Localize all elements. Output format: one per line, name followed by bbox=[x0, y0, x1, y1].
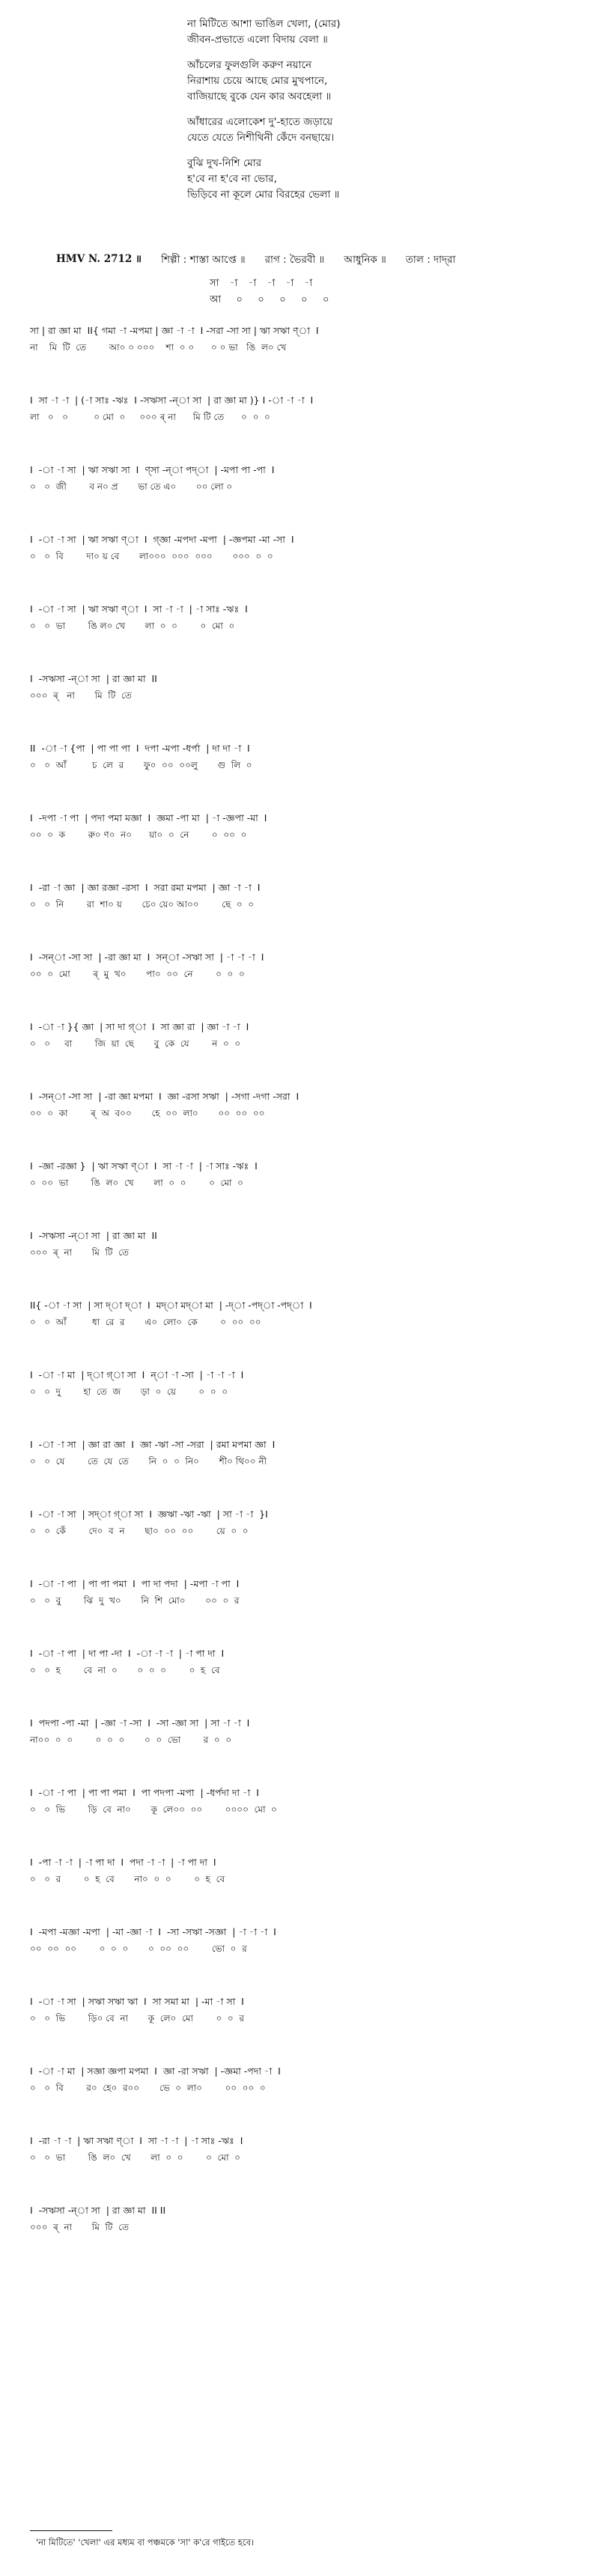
notation-block bbox=[30, 670, 584, 740]
lyrics-stanza-1 bbox=[187, 16, 502, 48]
notation-body bbox=[30, 322, 584, 2271]
notation-notes: I -া -া মা | সজ্ঞা জ্ঞপা মপমা I জ্ঞা -রা সঋা | -জ্ঞমা -পদা -া I bbox=[30, 2065, 281, 2077]
lyrics-line: না মিটিতে আশা ভাঙিল খেলা, (মোর) bbox=[187, 18, 341, 30]
notation-syllables: ০০ ০ ক রু০ ণ০ ন০ য়া০ ০ নে ০ ০০ ০ bbox=[30, 829, 247, 840]
notation-syllables: ০ ০ ভা ঙি ল০ খে লা ০ ০ ০ মো ০ bbox=[30, 2152, 240, 2163]
notation-notes: I সা -া -া | (-া সাঃ -ঋঃ I -সঋসা -ন্‌া সা | রা জ্ঞা মা )} I -া -া -া I bbox=[30, 395, 314, 406]
notation-syllables: ০০০ ৰ্‌ না মি টি তে bbox=[30, 1247, 129, 1258]
notation-block bbox=[30, 879, 584, 949]
notation-block bbox=[30, 1575, 584, 1645]
notation-block bbox=[30, 740, 584, 809]
notation-notes: I -া -া মা | দ্‌া গ্‌া সা I ন্‌া -া -সা | -া -া -া I bbox=[30, 1369, 244, 1380]
intro-notes: সা -া -া -া -া -া bbox=[210, 278, 314, 289]
lyrics-stanza-2 bbox=[187, 58, 502, 105]
lyrics-stanza-3 bbox=[187, 115, 502, 146]
genre-label: আধুনিক ॥ bbox=[344, 254, 386, 266]
notation-syllables: ০ ০ ভা ঙি ল০ খে লা ০ ০ ০ মো ০ bbox=[30, 621, 235, 631]
lyrics-stanza-4 bbox=[187, 156, 502, 203]
lyrics bbox=[187, 16, 502, 213]
notation-block bbox=[30, 949, 584, 1018]
notation-notes: সা | রা জ্ঞা মা II{ গমা -া -মপমা | জ্ঞা -া -া I -সরা -সা সা | ঋা সঋা ণ্‌া I bbox=[30, 325, 319, 336]
notation-syllables: ০ ০ বি র০ হে০ র০০ ভে ০ লা০ ০০ ০০ ০ bbox=[30, 2083, 266, 2093]
footnote: 'না মিটিতে' 'খেলা' এর মধ্যম বা পঞ্চমকে 'সা' ক'রে গাইতে হবে। bbox=[36, 2537, 255, 2548]
notation-block bbox=[30, 2202, 584, 2271]
lyrics-line: নিরাশায় চেয়ে আছে মোর মুখপানে, bbox=[187, 75, 328, 87]
intro-notation bbox=[210, 275, 330, 308]
notation-syllables: ০০ ০ মো ৰ্‌ মু খ০ পা০ ০০ নে ০ ০ ০ bbox=[30, 969, 245, 979]
lyrics-line: ভিড়িবে না কূলে মোর বিরহের ভেলা ॥ bbox=[187, 189, 340, 201]
notation-block bbox=[30, 1227, 584, 1297]
notation-notes: I -া -া সা | ঋা সঋা ণ্‌া I গ্‌জ্ঞা -মপদা -মপা | -জ্ঞপমা -মা -সা I bbox=[30, 534, 294, 545]
notation-block bbox=[30, 1018, 584, 1088]
notation-notes: I -রা -া -া | ঋা সঋা ণ্‌া I সা -া -া | -া সাঃ -ঋঃ I bbox=[30, 2135, 243, 2146]
notation-block bbox=[30, 600, 584, 670]
notation-block bbox=[30, 531, 584, 600]
notation-notes: I -সঋসা -ন্‌া সা | রা জ্ঞা মা II II bbox=[30, 2205, 166, 2216]
notation-syllables: ০ ০ বু ঝি দু খ০ নি শি মো০ ০০ ০ র bbox=[30, 1595, 240, 1606]
notation-notes: I -া -া সা | সদ্‌া গ্‌া সা I জ্ঞঋা -ঋা -ঋা | সা -া -া }I bbox=[30, 1508, 268, 1520]
notation-block bbox=[30, 1993, 584, 2062]
notation-block bbox=[30, 2132, 584, 2202]
notation-notes: I -া -া পা | পা পা পমা I পা দা পদা | -মপা -া পা I bbox=[30, 1578, 240, 1589]
notation-notes: II{ -া -া সা | সা দ্‌া দ্‌া I মদ্‌া মদ্‌া মা | -দ্‌া -পদ্‌া -পদ্‌া I bbox=[30, 1300, 312, 1311]
lyrics-line: হ'বে না হ'বে না ভোর, bbox=[187, 173, 277, 185]
notation-block bbox=[30, 1436, 584, 1505]
notation-syllables: না মি টি তে আ০ ০ ০০০ শা ০ ০ ০ ০ ভা ঙি ল০ খে bbox=[30, 342, 287, 353]
notation-syllables: ০ ০ ভি ড়ি বে না০ কূ লে০০ ০০ ০০০০ মো ০ bbox=[30, 1804, 277, 1815]
lyrics-line: জীবন-প্রভাতে এলো বিদায় বেলা ॥ bbox=[187, 34, 328, 46]
notation-block bbox=[30, 322, 584, 392]
notation-syllables: ০ ০ কেঁ দে০ ব ন ছা০ ০০ ০০ য়ে ০ ০ bbox=[30, 1526, 249, 1536]
intro-syllables: আ ০ ০ ০ ০ ০ bbox=[210, 294, 331, 305]
notation-syllables: ০ ০ র ০ হ বে না০ ০ ০ ০ হ বে bbox=[30, 1874, 225, 1884]
raga-name: রাগ : ভৈরবী ॥ bbox=[264, 254, 325, 266]
notation-notes: I -া -া সা | ঋা সঋা সা I ণ্‌সা -ন্‌া পদ্‌া | -মপা পা -পা I bbox=[30, 464, 275, 475]
notation-syllables: ০০ ০ কা ৰ্‌ অ ব০০ হে ০০ লা০ ০০ ০০ ০০ bbox=[30, 1108, 265, 1118]
lyrics-line: বুঝি দুখ-নিশি মোর bbox=[187, 157, 262, 169]
artist-name: শিল্পী : শাস্তা আপ্তে ॥ bbox=[161, 254, 246, 266]
notation-block bbox=[30, 1645, 584, 1714]
notation-block bbox=[30, 1714, 584, 1784]
song-header bbox=[56, 252, 580, 269]
notation-notes: I -পা -া -া | -া পা দা I পদা -া -া | -া পা দা I bbox=[30, 1857, 216, 1868]
notation-syllables: ০০০ ৰ্‌ না মি টি তে bbox=[30, 690, 132, 701]
notation-notes: I -জ্ঞা -রজ্ঞা } | ঋা সঋা ণ্‌া I সা -া -া | -া সাঃ -ঋঃ I bbox=[30, 1160, 258, 1172]
notation-notes: I -সন্‌া -সা সা | -রা জ্ঞা মা I সন্‌া -সঋা সা | -া -া -া I bbox=[30, 951, 264, 963]
notation-syllables: ০০০ ৰ্‌ না মি টি তে bbox=[30, 2222, 129, 2232]
lyrics-line: বাজিয়াছে বুকে যেন কার অবহেলা ॥ bbox=[187, 91, 332, 103]
notation-syllables: লা ০ ০ ০ মো ০ ০০০ ৰ্‌ না মি টি তে ০ ০ ০ bbox=[30, 412, 270, 422]
notation-notes: I -দপা -া পা | পদা পমা মজ্ঞা I জ্ঞমা -পা মা | -া -জ্ঞপা -মা I bbox=[30, 812, 267, 823]
notation-notes: I -মপা -মজ্ঞা -মপা | -মা -জ্ঞা -া I -সা -সঋা -সজ্ঞা | -া -া -া I bbox=[30, 1926, 276, 1937]
notation-notes: II -া -া {পা | পা পা পা I দপা -মপা -ধর্পা | দা দা -া I bbox=[30, 743, 250, 754]
notation-syllables: ০০ ০০ ০০ ০ ০ ০ ০ ০০ ০০ ভো ০ র bbox=[30, 1943, 247, 1954]
notation-block bbox=[30, 1784, 584, 1854]
notation-notes: I -া -া সা | সঋা সঋা ঋা I সা সমা মা | -মা -া সা I bbox=[30, 1996, 244, 2007]
notation-notes: I -া -া }{ জ্ঞা | সা দা গ্‌া I সা জ্ঞা রা | জ্ঞা -া -া I bbox=[30, 1021, 249, 1032]
record-number: HMV N. 2712 ॥ bbox=[56, 253, 142, 265]
notation-block bbox=[30, 1854, 584, 1923]
notation-syllables: ০ ০০ ভা ঙি ল০ খে লা ০ ০ ০ মো ০ bbox=[30, 1178, 243, 1188]
notation-syllables: ০ ০ দু হা তে জ ড়া ০ য়ে ০ ০ ০ bbox=[30, 1386, 228, 1397]
notation-notes: I -সন্‌া -সা সা | -রা জ্ঞা মপমা I জ্ঞা -রসা সঋা | -সগা -দগা -সরা I bbox=[30, 1091, 300, 1102]
notation-syllables: ০ ০ হ বে না ০ ০ ০ ০ ০ হ বে bbox=[30, 1665, 220, 1675]
lyrics-line: আঁধারের এলোকেশ দু'-হাতে জড়ায়ে bbox=[187, 116, 333, 128]
notation-syllables: ০ ০ ভি ড়ি০ বে না কূ লে০ মো ০ ০ র bbox=[30, 2013, 244, 2024]
notation-notes: I -রা -া জ্ঞা | জ্ঞা রজ্ঞা -রসা I সরা রমা মপমা | জ্ঞা -া -া I bbox=[30, 882, 261, 893]
notation-block bbox=[30, 461, 584, 531]
notation-syllables: না০০ ০ ০ ০ ০ ০ ০ ০ ভো র ০ ০ bbox=[30, 1735, 232, 1745]
notation-notes: I -সঋসা -ন্‌া সা | রা জ্ঞা মা II bbox=[30, 673, 157, 684]
notation-syllables: ০ ০ বা জি য়া ছে বু কে যে ন ০ ০ bbox=[30, 1038, 241, 1049]
notation-syllables: ০ ০ বি দা০ য় বে লা০০০ ০০০ ০০০ ০০০ ০ ০ bbox=[30, 551, 273, 561]
footnote-divider bbox=[30, 2530, 112, 2531]
notation-block bbox=[30, 809, 584, 879]
notation-block bbox=[30, 1366, 584, 1436]
notation-block bbox=[30, 392, 584, 461]
notation-block bbox=[30, 1157, 584, 1227]
notation-notes: I -া -া পা | পা পা পমা I পা পদপা -মপা | -ধর্পদা দা -া I bbox=[30, 1787, 259, 1798]
notation-notes: I পদপা -পা -মা | -জ্ঞা -া -সা I -সা -জ্ঞা সা | সা -া -া I bbox=[30, 1717, 250, 1729]
notation-syllables: ০ ০ নি রা শা০ য় চে০ য়ে০ আ০০ ছে ০ ০ bbox=[30, 899, 255, 910]
notation-syllables: ০ ০ জী ব ন০ প্র ভা তে এ০ ০০ লো ০ bbox=[30, 481, 233, 492]
notation-block bbox=[30, 1297, 584, 1366]
notation-notes: I -সঋসা -ন্‌া সা | রা জ্ঞা মা II bbox=[30, 1230, 157, 1241]
tala-name: তাল : দাদ্‌রা bbox=[405, 254, 456, 266]
notation-block bbox=[30, 2062, 584, 2132]
notation-syllables: ০ ০ যে তে যে তে নি ০ ০ নি০ শী০ থি০০ নী bbox=[30, 1456, 267, 1467]
lyrics-line: যেতে যেতে নিশীথিনী কেঁদে বনছায়ে। bbox=[187, 132, 335, 144]
lyrics-line: আঁচলের ফুলগুলি করুণ নয়ানে bbox=[187, 59, 312, 71]
notation-block bbox=[30, 1505, 584, 1575]
notation-block bbox=[30, 1923, 584, 1993]
notation-syllables: ০ ০ আঁ ধা রে র এ০ লো০ কে ০ ০০ ০০ bbox=[30, 1317, 261, 1327]
notation-notes: I -া -া সা | জ্ঞা রা জ্ঞা I জ্ঞা -ঋা -সা -সরা | রমা মপমা জ্ঞা I bbox=[30, 1439, 276, 1450]
notation-notes: I -া -া সা | ঋা সঋা ণ্‌া I সা -া -া | -া সাঃ -ঋঃ I bbox=[30, 603, 248, 615]
notation-block bbox=[30, 1088, 584, 1157]
notation-notes: I -া -া পা | দা পা -দা I -া -া -া | -া পা দা I bbox=[30, 1648, 225, 1659]
notation-syllables: ০ ০ আঁ চ লে র ফু০ ০০ ০০লু গু লি ০ bbox=[30, 760, 252, 770]
